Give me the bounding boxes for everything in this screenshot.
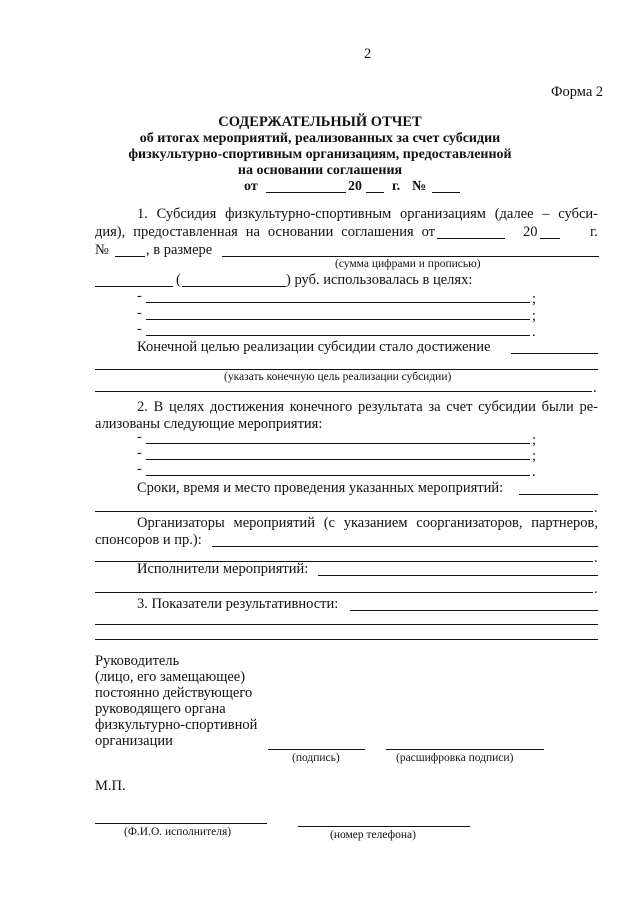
event-dash-2: - (137, 445, 142, 461)
goal-hint: (указать конечную цель реализации субсидии) (224, 371, 452, 383)
phone-hint: (номер телефона) (330, 829, 416, 841)
timing-line-2[interactable] (95, 511, 593, 512)
section3-label: 3. Показатели результативности: (137, 596, 339, 612)
goal-line-2[interactable] (95, 369, 598, 370)
goal-line-1[interactable] (511, 353, 598, 354)
head-line-5: физкультурно-спортивной (95, 717, 258, 733)
results-line-1[interactable] (350, 610, 598, 611)
signature-line[interactable] (268, 749, 365, 750)
doc-subtitle-line2: физкультурно-спортивным организациям, предоставленной (128, 147, 512, 162)
event-line-2[interactable] (146, 459, 530, 460)
head-line-6: организации (95, 733, 173, 749)
executors-period: . (594, 581, 598, 597)
executors-label: Исполнители мероприятий: (137, 561, 309, 577)
organizers-line1: Организаторы мероприятий (с указанием соорганизаторов, партнеров, (137, 515, 598, 531)
agreement-20: 20 (523, 224, 538, 240)
purpose-dash-1: - (137, 288, 142, 304)
executor-name-hint: (Ф.И.О. исполнителя) (124, 826, 232, 838)
event-dash-3: - (137, 461, 142, 477)
title-year-line[interactable] (366, 192, 384, 193)
title-date-line[interactable] (266, 192, 346, 193)
executors-line-1[interactable] (318, 575, 598, 576)
title-date-g: г. (392, 179, 401, 194)
executor-name-line[interactable] (95, 823, 267, 824)
timing-label: Сроки, время и место проведения указанных мероприятий: (137, 480, 504, 496)
purpose-period-1: . (532, 324, 536, 340)
phone-line[interactable] (298, 826, 470, 827)
doc-title: СОДЕРЖАТЕЛЬНЫЙ ОТЧЕТ (218, 114, 422, 130)
event-dash-1: - (137, 429, 142, 445)
head-line-2: (лицо, его замещающее) (95, 669, 246, 685)
organizers-period: . (594, 550, 598, 566)
agreement-date-line[interactable] (437, 238, 505, 239)
event-period: . (532, 464, 536, 480)
page-number: 2 (364, 46, 372, 62)
purpose-line-1[interactable] (146, 302, 530, 303)
event-semicolon-2: ; (532, 448, 537, 464)
title-date-no: № (412, 179, 427, 194)
signature-decode-line[interactable] (386, 749, 544, 750)
purpose-dash-2: - (137, 305, 142, 321)
amount-digits-line[interactable] (95, 286, 173, 287)
results-line-2[interactable] (95, 624, 598, 625)
agreement-year-line[interactable] (540, 238, 560, 239)
agreement-no: № (95, 242, 109, 258)
timing-line-1[interactable] (519, 494, 598, 495)
event-line-1[interactable] (146, 443, 530, 444)
amount-line[interactable] (222, 256, 599, 257)
stamp-mp: М.П. (95, 778, 126, 794)
doc-subtitle-line1: об итогах мероприятий, реализованных за счет субсидии (139, 131, 501, 146)
title-date-from: от (244, 179, 258, 194)
goal-text: Конечной целью реализации субсидии стало достижение (137, 339, 491, 355)
organizers-line-1[interactable] (212, 546, 598, 547)
timing-period: . (594, 500, 598, 516)
head-line-3: постоянно действующего (95, 685, 253, 701)
section2-line1: 2. В целях достижения конечного результата за счет субсидии были ре- (137, 399, 598, 415)
executors-line-2[interactable] (95, 592, 593, 593)
amount-paren-open: ( (176, 272, 181, 288)
amount-purposes-text: ) руб. использовалась в целях: (286, 272, 473, 288)
amount-hint: (сумма цифрами и прописью) (335, 258, 481, 270)
agreement-number-line[interactable] (115, 256, 145, 257)
purpose-semicolon-2: ; (532, 308, 537, 324)
agreement-g: г. (590, 224, 598, 240)
head-line-1: Руководитель (95, 653, 180, 669)
purpose-semicolon-1: ; (532, 291, 537, 307)
amount-label: , в размере (146, 242, 213, 258)
head-line-4: руководящего органа (95, 701, 226, 717)
title-date-20: 20 (348, 179, 362, 194)
goal-line-3[interactable] (95, 391, 592, 392)
section2-line2: ализованы следующие мероприятия: (95, 416, 323, 432)
section1-line1: 1. Субсидия физкультурно-спортивным организациям (далее – субси- (137, 206, 598, 222)
purpose-dash-3: - (137, 321, 142, 337)
title-number-line[interactable] (432, 192, 460, 193)
purpose-line-2[interactable] (146, 319, 530, 320)
purpose-line-3[interactable] (146, 335, 530, 336)
amount-words-line[interactable] (182, 286, 286, 287)
section1-line2: дия), предоставленная на основании соглашения от (95, 224, 435, 240)
doc-subtitle-line3: на основании соглашения (237, 163, 403, 178)
form-label: Форма 2 (551, 84, 604, 100)
signature-hint: (подпись) (292, 752, 340, 764)
event-semicolon-1: ; (532, 432, 537, 448)
results-line-3[interactable] (95, 639, 598, 640)
event-line-3[interactable] (146, 475, 530, 476)
goal-period: . (593, 380, 597, 396)
organizers-line2: спонсоров и пр.): (95, 532, 202, 548)
signature-decode-hint: (расшифровка подписи) (396, 752, 514, 764)
